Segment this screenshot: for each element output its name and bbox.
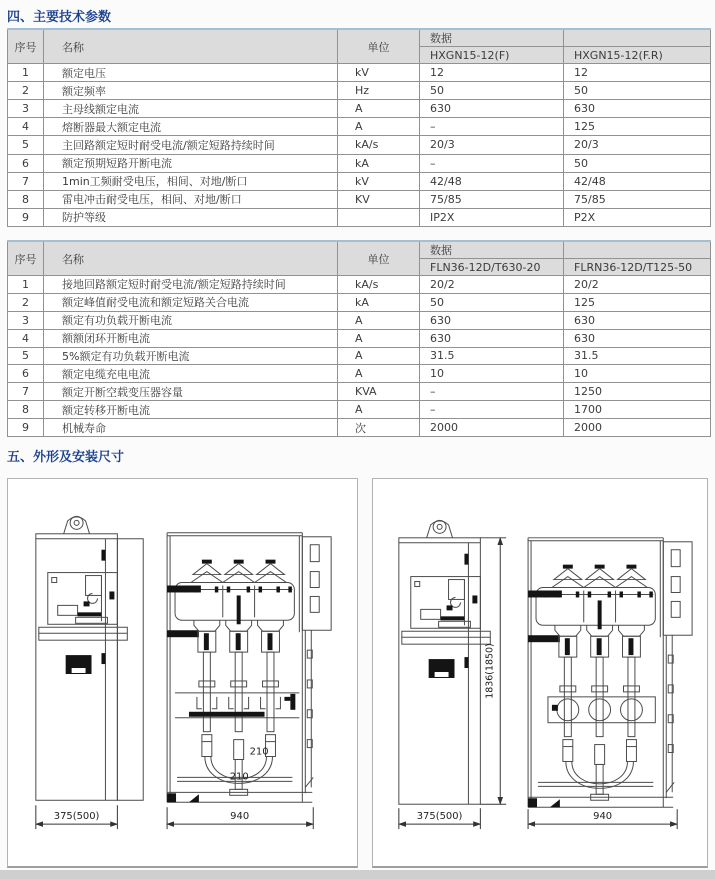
table-cell: 4 [8, 329, 44, 347]
col-header-model-1: HXGN15-12(F) [420, 47, 564, 64]
table-cell: 20/2 [420, 276, 564, 294]
table-cell: kV [338, 64, 420, 82]
table-cell: kA [338, 293, 420, 311]
table-cell: 额定有功负载开断电流 [44, 311, 338, 329]
table-cell: 630 [564, 311, 711, 329]
table-row [8, 419, 711, 437]
table-cell: kA/s [338, 276, 420, 294]
table-cell: 50 [420, 82, 564, 100]
parameters-table-1 [7, 28, 711, 227]
table-cell: 630 [420, 100, 564, 118]
dimension-label: 210 [229, 771, 249, 783]
table-cell: 50 [420, 293, 564, 311]
table-cell: 1 [8, 64, 44, 82]
table-row [8, 64, 711, 82]
col-header-blank [564, 29, 711, 47]
table-cell: 主回路额定短时耐受电流/额定短路持续时间 [44, 136, 338, 154]
table-cell: 防护等级 [44, 208, 338, 226]
section-title-parameters: 四、主要技术参数 [7, 10, 112, 25]
section-title-dimensions: 五、外形及安装尺寸 [7, 450, 125, 465]
table-cell: 1min工频耐受电压，相间、对地/断口 [44, 172, 338, 190]
drawing-right-svg [373, 479, 707, 867]
table-row [8, 208, 711, 226]
dimension-label: 375(500) [416, 811, 463, 823]
dimension-label: 375(500) [53, 811, 100, 823]
table-row [8, 154, 711, 172]
table-cell: 2 [8, 82, 44, 100]
table-cell: 9 [8, 208, 44, 226]
rear-panel [117, 539, 143, 801]
table-cell: 20/2 [564, 276, 711, 294]
col-header-unit: 单位 [338, 29, 420, 64]
table-row [8, 293, 711, 311]
col-header-model-2: FLRN36-12D/T125-50 [564, 259, 711, 276]
table-cell: IP2X [420, 208, 564, 226]
table-cell: 10 [564, 365, 711, 383]
table-row [8, 276, 711, 294]
table-cell: 额定电压 [44, 64, 338, 82]
dimension-label: 940 [593, 811, 613, 823]
table-row [8, 82, 711, 100]
table-cell: 主母线额定电流 [44, 100, 338, 118]
dimension-label: 1836(1850) [484, 643, 496, 699]
table-cell: 6 [8, 154, 44, 172]
table-cell: A [338, 347, 420, 365]
table-cell: A [338, 365, 420, 383]
drawing-left-svg [8, 479, 357, 867]
table-cell: 125 [564, 118, 711, 136]
table2-header-row [8, 241, 711, 259]
table-cell: 7 [8, 172, 44, 190]
table-cell: 额定频率 [44, 82, 338, 100]
table-cell: 熔断器最大额定电流 [44, 118, 338, 136]
table-cell: 2 [8, 293, 44, 311]
col-header-data: 数据 [420, 29, 564, 47]
table-row [8, 172, 711, 190]
col-header-model-2: HXGN15-12(F.R) [564, 47, 711, 64]
table-row [8, 118, 711, 136]
table-cell: 6 [8, 365, 44, 383]
table-cell: A [338, 311, 420, 329]
table-cell: 4 [8, 118, 44, 136]
col-header-data: 数据 [420, 241, 564, 259]
table-cell: 额定峰值耐受电流和额定短路关合电流 [44, 293, 338, 311]
table-cell: 630 [564, 100, 711, 118]
table-cell: kA/s [338, 136, 420, 154]
table-cell: – [420, 118, 564, 136]
table-cell: 额定开断空载变压器容量 [44, 383, 338, 401]
table-cell: 1250 [564, 383, 711, 401]
table-cell: A [338, 329, 420, 347]
table-cell: 额额闭环开断电流 [44, 329, 338, 347]
col-header-blank [564, 241, 711, 259]
table-cell: kV [338, 172, 420, 190]
table-cell: 8 [8, 190, 44, 208]
table-row [8, 347, 711, 365]
table-cell: 50 [564, 154, 711, 172]
side-view [36, 516, 127, 800]
table-cell: 75/85 [564, 190, 711, 208]
table-cell: Hz [338, 82, 420, 100]
table-cell: P2X [564, 208, 711, 226]
col-header-name: 名称 [44, 29, 338, 64]
table-cell: – [420, 154, 564, 172]
table-cell: 额定转移开断电流 [44, 401, 338, 419]
parameters-table-2 [7, 240, 711, 437]
table-cell: 3 [8, 311, 44, 329]
table-cell: 7 [8, 383, 44, 401]
table-cell: 630 [564, 329, 711, 347]
col-header-name: 名称 [44, 241, 338, 276]
drawing-right [372, 478, 708, 868]
table-cell: 9 [8, 419, 44, 437]
table-cell: 1700 [564, 401, 711, 419]
col-header-model-1: FLN36-12D/T630-20 [420, 259, 564, 276]
drawing-left [7, 478, 358, 868]
table-cell: 机械寿命 [44, 419, 338, 437]
table-cell: 2000 [420, 419, 564, 437]
table-cell: 50 [564, 82, 711, 100]
table-cell: A [338, 118, 420, 136]
table-row [8, 136, 711, 154]
table-cell: 额定电缆充电电流 [44, 365, 338, 383]
dimension-label: 210 [249, 746, 269, 758]
table-cell: – [420, 401, 564, 419]
table-cell: KV [338, 190, 420, 208]
table1-header-row [8, 29, 711, 47]
table-cell: – [420, 383, 564, 401]
table-cell: 630 [420, 311, 564, 329]
col-header-no: 序号 [8, 241, 44, 276]
table-cell: 接地回路额定短时耐受电流/额定短路持续时间 [44, 276, 338, 294]
table-row [8, 383, 711, 401]
table-cell: 3 [8, 100, 44, 118]
table-cell: 31.5 [420, 347, 564, 365]
front-view [167, 533, 331, 802]
table-cell: 31.5 [564, 347, 711, 365]
table-cell: A [338, 401, 420, 419]
table-cell [338, 208, 420, 226]
col-header-unit: 单位 [338, 241, 420, 276]
table-cell: 20/3 [420, 136, 564, 154]
table-row [8, 311, 711, 329]
table-cell: kA [338, 154, 420, 172]
table-cell: 5 [8, 347, 44, 365]
table-cell: 次 [338, 419, 420, 437]
front-view [528, 538, 692, 807]
table-cell: 5%额定有功负载开断电流 [44, 347, 338, 365]
table-row [8, 365, 711, 383]
table-cell: 125 [564, 293, 711, 311]
table-cell: 额定预期短路开断电流 [44, 154, 338, 172]
table-cell: 雷电冲击耐受电压，相间、对地/断口 [44, 190, 338, 208]
table1-body [8, 64, 711, 227]
table-cell: 42/48 [564, 172, 711, 190]
table-row [8, 401, 711, 419]
table-cell: 12 [420, 64, 564, 82]
table-row [8, 190, 711, 208]
table-cell: A [338, 100, 420, 118]
table-row [8, 100, 711, 118]
table-cell: 2000 [564, 419, 711, 437]
col-header-no: 序号 [8, 29, 44, 64]
table-cell: 1 [8, 276, 44, 294]
table-cell: KVA [338, 383, 420, 401]
table-cell: 42/48 [420, 172, 564, 190]
side-view [399, 520, 490, 804]
table-cell: 10 [420, 365, 564, 383]
table-cell: 630 [420, 329, 564, 347]
table-cell: 5 [8, 136, 44, 154]
table-cell: 8 [8, 401, 44, 419]
table-cell: 20/3 [564, 136, 711, 154]
table2-body [8, 276, 711, 437]
table-cell: 75/85 [420, 190, 564, 208]
table-cell: 12 [564, 64, 711, 82]
dimension-label: 940 [230, 811, 250, 823]
page-bottom-strip [0, 870, 715, 879]
table-row [8, 329, 711, 347]
